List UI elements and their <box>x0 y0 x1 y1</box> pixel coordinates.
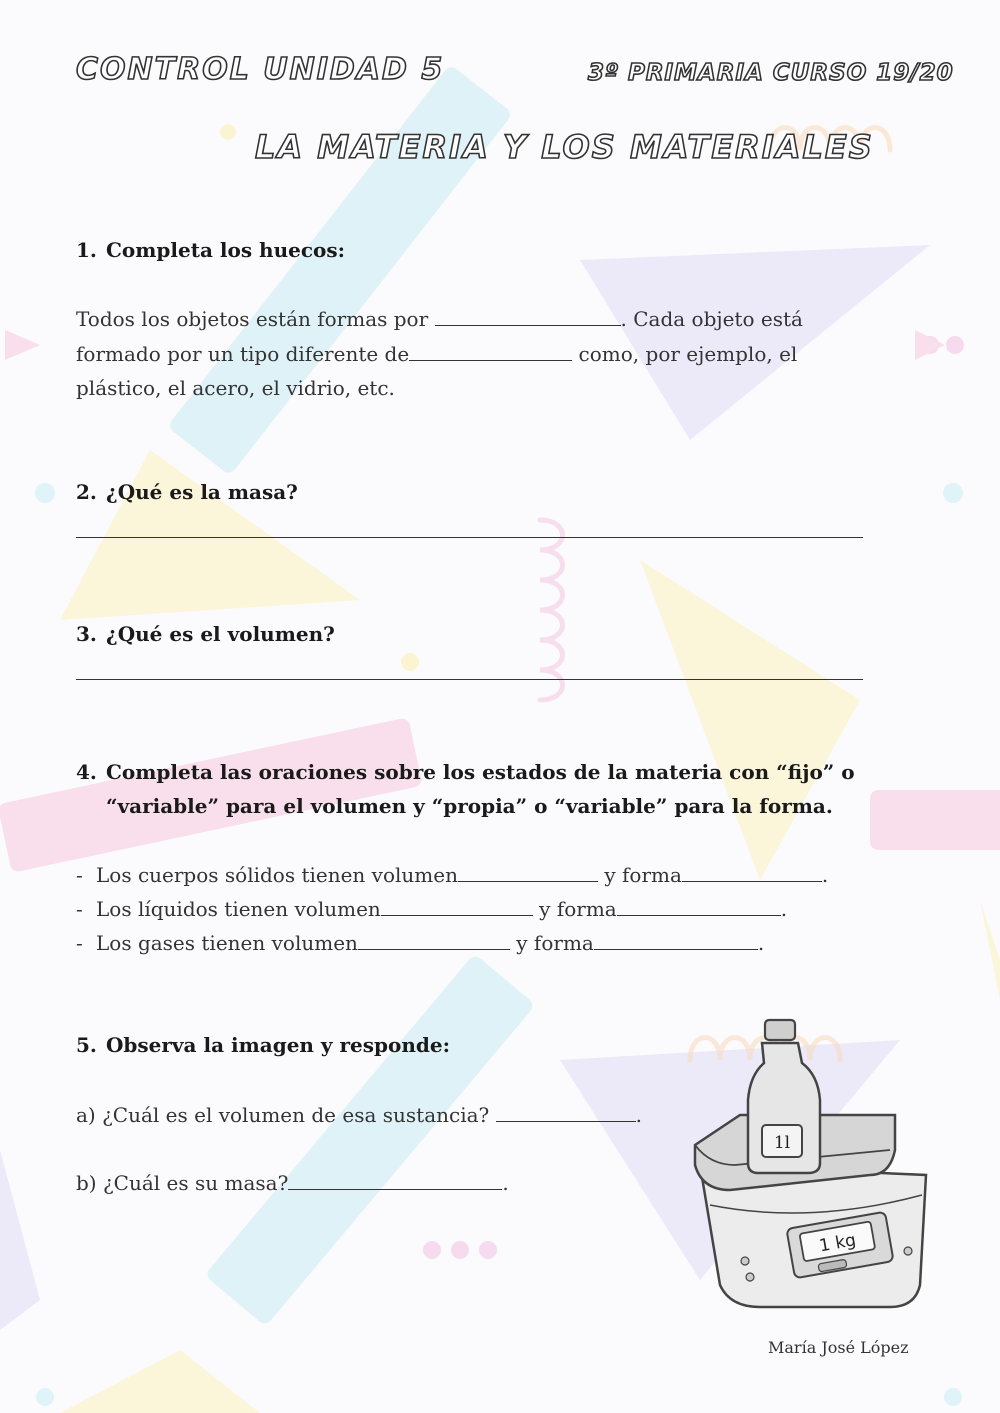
q5-question-a <box>76 1098 696 1133</box>
q2-answer-line[interactable] <box>76 537 863 538</box>
q5-b-end: . <box>502 1171 509 1195</box>
bottle-label-text: 1l <box>773 1133 791 1153</box>
item-end: . <box>780 897 788 921</box>
q5-a-blank[interactable] <box>496 1099 636 1122</box>
question-number: 5. <box>76 1033 97 1057</box>
scale-bottle-illustration <box>690 1015 930 1315</box>
dash-bullet: - <box>76 931 83 955</box>
question-2-title <box>76 475 298 509</box>
q3-answer-line[interactable] <box>76 679 863 680</box>
q1-text-b: . Cada objeto está formado por un tipo diferente de <box>76 307 803 366</box>
question-text: ¿Qué es el volumen? <box>106 622 335 646</box>
scale-display-text: 1 kg <box>817 1230 858 1257</box>
item-text-a: Los líquidos tienen volumen <box>96 897 381 921</box>
question-text-line-1: Completa las oraciones sobre los estados de la materia con “fijo” o <box>106 760 855 784</box>
item-end: . <box>821 863 829 887</box>
item-text-a: Los cuerpos sólidos tienen volumen <box>96 863 458 887</box>
question-text: Observa la imagen y responde: <box>106 1033 450 1057</box>
question-number: 3. <box>76 622 97 646</box>
question-3-title <box>76 617 335 651</box>
q5-a-end: . <box>635 1103 642 1127</box>
question-text: ¿Qué es la masa? <box>106 480 298 504</box>
question-text-line-2: “variable” para el volumen y “propia” o “variable” para la forma. <box>106 794 833 818</box>
q5-question-b <box>76 1166 696 1201</box>
unit-title: CONTROL UNIDAD 5 <box>76 52 445 87</box>
question-number: 2. <box>76 480 97 504</box>
item-text-a: Los gases tienen volumen <box>96 931 358 955</box>
q4-item-gases <box>76 926 764 960</box>
question-1-title <box>76 233 345 267</box>
q1-text-a: Todos los objetos están formas por <box>76 307 435 331</box>
q4-blank-form[interactable] <box>682 859 822 882</box>
q4-item-solids <box>76 858 828 892</box>
question-1-paragraph <box>76 302 876 406</box>
question-4-title <box>76 755 896 823</box>
item-text-b: y forma <box>509 931 594 955</box>
question-number: 1. <box>76 238 97 262</box>
q1-blank-2[interactable] <box>409 338 572 361</box>
item-text-b: y forma <box>532 897 617 921</box>
q4-item-liquids <box>76 892 787 926</box>
q5-a-text: a) ¿Cuál es el volumen de esa sustancia? <box>76 1103 496 1127</box>
course-label: 3º PRIMARIA CURSO 19/20 <box>588 60 954 86</box>
q1-blank-1[interactable] <box>435 303 621 326</box>
q4-blank-form[interactable] <box>594 927 758 950</box>
question-5-title <box>76 1028 450 1062</box>
q5-b-text: b) ¿Cuál es su masa? <box>76 1171 289 1195</box>
item-text-b: y forma <box>597 863 682 887</box>
dash-bullet: - <box>76 863 83 887</box>
q4-blank-volume[interactable] <box>458 859 598 882</box>
q5-b-blank[interactable] <box>288 1167 502 1190</box>
q4-blank-volume[interactable] <box>381 893 533 916</box>
q4-blank-volume[interactable] <box>358 927 510 950</box>
page-title: LA MATERIA Y LOS MATERIALES <box>255 128 874 166</box>
q1-text-c: como, por ejemplo, el plástico, el acero, el vidrio, etc. <box>76 341 798 400</box>
dash-bullet: - <box>76 897 83 921</box>
question-number: 4. <box>76 760 97 784</box>
question-text: Completa los huecos: <box>106 238 346 262</box>
author-credit: María José López <box>768 1338 909 1357</box>
q4-blank-form[interactable] <box>617 893 781 916</box>
item-end: . <box>757 931 765 955</box>
